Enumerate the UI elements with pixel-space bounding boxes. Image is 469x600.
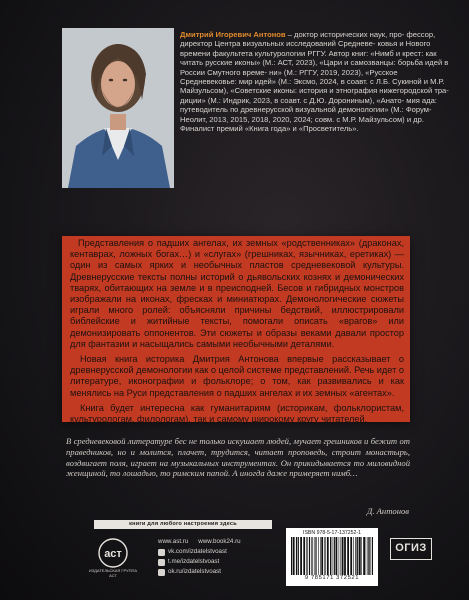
quote-signature: Д. Антонов [366,506,409,516]
author-bio-line: ковья и Нового времени факультета культурологии РГГУ. Автор [180,39,431,58]
author-photo [62,28,174,188]
author-bio-line: «Цари и самозванцы: борьба идей в России Смутного време- [180,58,449,77]
barcode-bars [289,537,375,575]
author-bio-line: диции» (М.: Индрик, 2023, в соавт. с Д.Ю. Дорониным), «Анато- [180,95,405,105]
description-paragraph: Новая книга историка Дмитрия Антонова впервые рассказывает о древнерусской демонологии как о целой системе представлений. Речь идет о литературе, иконографии и фольклоре; о том, как развивались и как менялись на Руси представления о падших ангелах и их земных «агентах». [70,354,404,398]
telegram-link[interactable]: t.me/izdatelstvoast [168,558,220,565]
barcode-digits: 9 785171 372521 [304,575,360,581]
author-name: Дмитрий Игоревич Антонов [180,30,286,39]
publisher-caption: ИЗДАТЕЛЬСКАЯ ГРУППА АСТ [88,568,138,578]
imprint-logo: ОГИЗ [390,538,432,560]
description-text [70,238,404,429]
ast-logo-icon [98,538,128,568]
ok-link[interactable]: ok.ru/izdatelstvoast [168,568,221,575]
author-bio-line: книг: «Нимб и крест: как читать русские иконы» (М.: АСТ, 2023), [180,48,437,68]
publisher-links [158,537,278,577]
site-link[interactable]: www.book24.ru [198,538,241,545]
author-bio-line: мия ада: путеводитель по древнерусской визуальной [180,95,437,115]
isbn-barcode [286,528,378,586]
telegram-icon [158,559,165,566]
isbn-text: ISBN 978-5-17-137252-1 [303,530,361,536]
author-quote: В средневековой литературе бес не только искушает людей, мучает грешников и бежит от праведников, но и молится, плачет, трудится, читает проповедь, строит монастырь, воздвигает поля, играет на музыкальных инструментах. Он прикидывается то миловидной женщиной, то лошадью, то римским папой. А иногда даже примеряет нимб… [66,436,410,479]
vk-icon [158,549,165,556]
author-bio-line: фессор, директор Центра визуальных исследований Средневе- [180,30,436,49]
vk-link[interactable]: vk.com/izdatelstvoast [168,548,227,555]
author-bio-line: (М.: Эксмо, 2024, в соавт. с Л.Б. Сукиной и М.Р. Майзульсом), [180,77,445,96]
author-bio-line: ни» (М.: РГГУ, 2019, 2023), «Русское Средневековье: мир идей» [180,67,398,87]
author-bio [180,30,450,133]
description-paragraph: Представления о падших ангелах, их земных «родственниках» (драконах, кентаврах, ложных богах…) и «слугах» (грешниках, язычниках, еретиках) — один из самых ярких и необычных пластов средневековой культуры. Древнерусские тексты полны историй о дьявольских кознях и демонических тварях, обитающих на земле и в преисподней. Бесов и гибридных монстров изображали на иконах, фресках и миниатюрах. Демонологические сюжеты играли много ролей: объясняли причины бедствий, иллюстрировали библейские и житийные тексты, помогали описать «врагов» или демонизировать оппонентов. Эти сюжеты и образы веками давали простор для фантазии и насыщались самыми необычными деталями. [70,238,404,349]
author-bio-line: «Советские иконы: история и этнография нижегородской тра- [230,86,449,96]
svg-text:аст: аст [104,548,122,560]
author-bio-line: демонологии» (М.: Форум-Неолит, 2013, 2015, 2018, 2020, 2024; [180,105,432,124]
ok-icon [158,569,165,576]
site-link[interactable]: www.ast.ru [158,538,189,545]
tagline-strip: книги для любого настроения здесь [94,520,272,529]
author-bio-line: и «Просветитель». [292,124,359,134]
author-bio-line: – доктор исторических наук, про- [285,30,405,39]
description-paragraph: Книга будет интересна как гуманитариям (историкам, фольклористам, культурологам, филологам), так и самому широкому кругу читателей. [70,402,404,425]
author-bio-line: совм. с М.Р. Майзульсом) и др. Финалист премий «Книга года» [180,114,424,134]
